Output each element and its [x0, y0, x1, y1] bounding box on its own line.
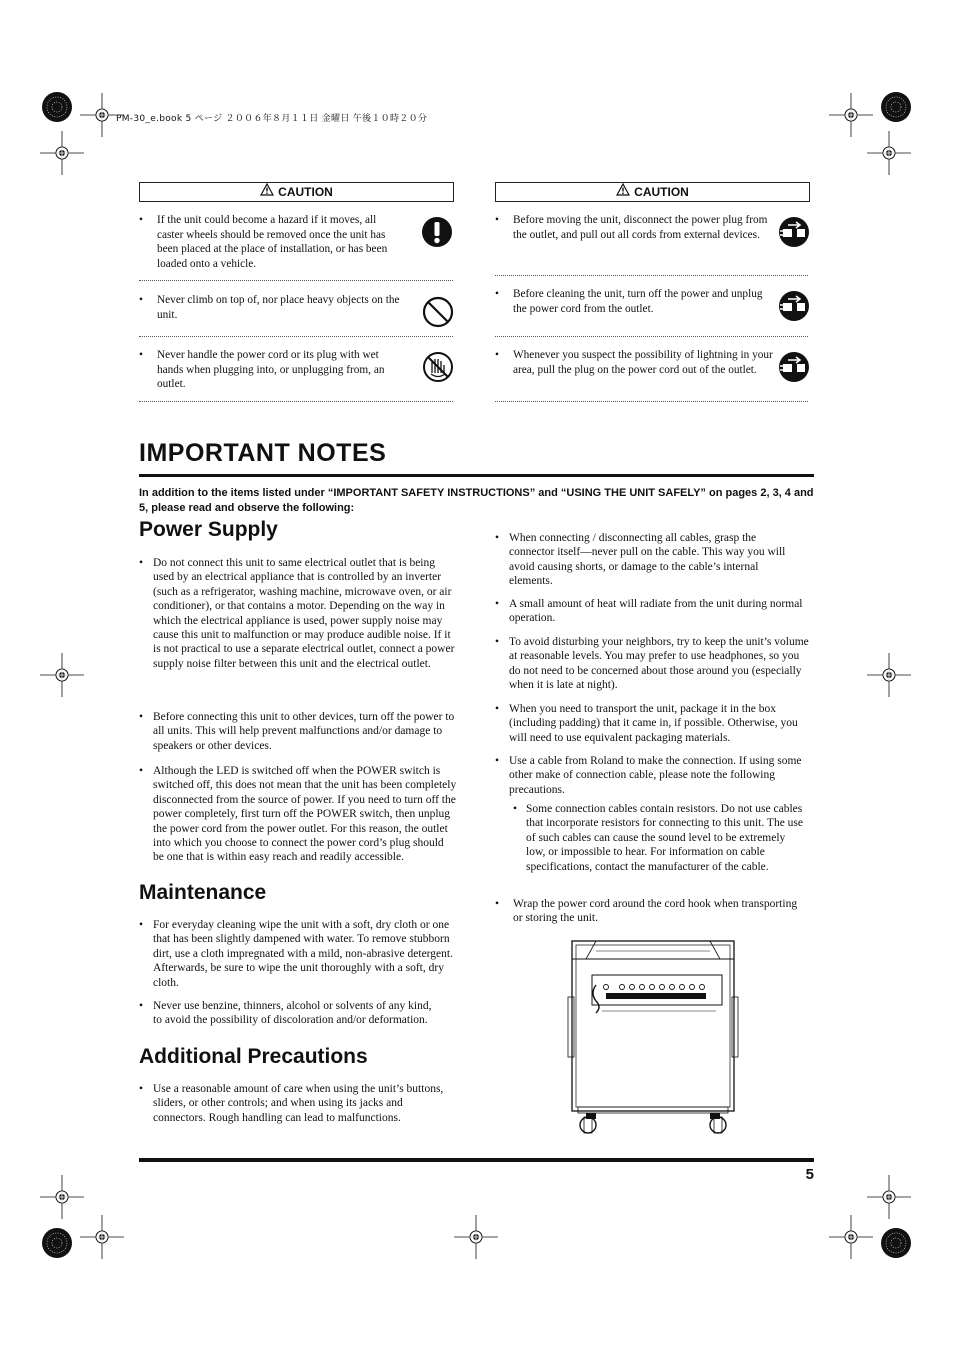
- list-item: • A small amount of heat will radiate from the unit during normal operation.: [495, 598, 803, 625]
- intro-text: In addition to the items listed under “IMPORTANT SAFETY INSTRUCTIONS” and “USING THE UNIT SAFELY” on pages 2, 3, 4 and 5, please read and observe the following:: [139, 487, 814, 514]
- list-item: • When connecting / disconnecting all cables, grasp the connector itself—never pull on the cable. This way you will avoid causing shorts, or damage to the cable’s internal elements.: [495, 532, 786, 588]
- print-header: PM-30_e.book 5 ページ ２００６年８月１１日 金曜日 午後１０時２０分: [116, 114, 428, 124]
- caution-header-left: [139, 182, 454, 202]
- divider: [495, 336, 808, 337]
- list-item: • Although the LED is switched off when the POWER switch is switched off, this does not mean that the unit has been completely disconnected from the source of power. If you need to turn off the power completely, first turn off the POWER switch, then unplug the power cord from the power outlet. For this reason, the outlet into which you choose to connect the power cord’s plug should be one that is within easy reach and readily accessible.: [139, 765, 457, 864]
- caution-label: CAUTION: [634, 185, 689, 199]
- section-title-maintenance: Maintenance: [139, 881, 267, 904]
- divider: [139, 401, 453, 402]
- unplug-icon: [778, 351, 810, 388]
- sub-list-item: • Some connection cables contain resistors. Do not use cables that incorporate resistors for connecting to this unit. The use of such cables can cause the sound level to be extremely low, or impossible to hear. For information on cable specifications, contact the manufacturer of the cable.: [513, 803, 803, 873]
- list-item: • When you need to transport the unit, package it in the box (including padding) that it came in, if possible. Otherwise, you will need to use equivalent packaging materials.: [495, 703, 798, 744]
- caution-item: • Never handle the power cord or its plug with wet hands when plugging into, or unplugging from, an outlet.: [139, 349, 385, 390]
- list-item: • Use a cable from Roland to make the connection. If using some other make of connection cable, please note the following precautions.: [495, 755, 802, 796]
- title-rule: [139, 474, 814, 477]
- section-title-additional-precautions: Additional Precautions: [139, 1045, 368, 1068]
- divider: [495, 401, 808, 402]
- caution-header-right: [495, 182, 810, 202]
- caution-item: • Whenever you suspect the possibility of lightning in your area, pull the plug on the power cord out of the outlet.: [495, 349, 773, 376]
- divider: [139, 336, 453, 337]
- footer-rule: [139, 1158, 814, 1162]
- list-item: • To avoid disturbing your neighbors, try to keep the unit’s volume at reasonable levels. You may prefer to use headphones, so you do not need to be concerned about those around you (especially when it is late at night).: [495, 636, 809, 692]
- page-title: IMPORTANT NOTES: [139, 439, 387, 467]
- prohibited-icon: [422, 296, 454, 333]
- no-wet-hands-icon: [422, 351, 454, 388]
- warning-triangle-icon: [260, 183, 274, 202]
- exclamation-icon: [421, 216, 453, 253]
- caution-item: • Before cleaning the unit, turn off the power and unplug the power cord from the outlet.: [495, 288, 763, 315]
- caution-item: • If the unit could become a hazard if it moves, all caster wheels should be removed once the unit has been placed at the place of installation, or has been loaded onto a vehicle.: [139, 214, 388, 270]
- unplug-icon: [778, 216, 810, 253]
- list-item: • Do not connect this unit to same electrical outlet that is being used by an electrical appliance that is controlled by an inverter (such as a refrigerator, washing machine, microwave oven, or air conditioner), or that contains a motor. Depending on the way in which the electrical appliance is used, power supply noise may cause this unit to malfunction or may produce audible noise. If it is not practical to use a separate electrical outlet, connect a power supply noise filter between this unit and the electrical outlet.: [139, 557, 455, 670]
- caution-label: CAUTION: [278, 185, 333, 199]
- divider: [139, 280, 453, 281]
- section-title-power-supply: Power Supply: [139, 518, 278, 541]
- list-item: • For everyday cleaning wipe the unit with a soft, dry cloth or one that has been slightly dampened with water. To remove stubborn dirt, use a cloth impregnated with a mild, non-abrasive detergent. Afterwards, be sure to wipe the unit thoroughly with a soft, dry cloth.: [139, 919, 453, 989]
- caution-item: • Never climb on top of, nor place heavy objects on the unit.: [139, 294, 400, 321]
- caution-item: • Before moving the unit, disconnect the power plug from the outlet, and pull out all cords from external devices.: [495, 214, 768, 241]
- list-item: • Before connecting this unit to other devices, turn off the power to all units. This will help prevent malfunctions and/or damage to speakers or other devices.: [139, 711, 455, 752]
- list-item: • Never use benzine, thinners, alcohol or solvents of any kind, to avoid the possibility of discoloration and/or deformation.: [139, 1000, 432, 1027]
- page-number: 5: [805, 1166, 814, 1183]
- amplifier-illustration: [566, 937, 741, 1137]
- list-item: • Wrap the power cord around the cord hook when transporting or storing the unit.: [495, 898, 798, 925]
- divider: [495, 275, 808, 276]
- unplug-icon: [778, 290, 810, 327]
- list-item: • Use a reasonable amount of care when using the unit’s buttons, sliders, or other controls; and when using its jacks and connectors. Rough handling can lead to malfunctions.: [139, 1083, 444, 1124]
- warning-triangle-icon: [616, 183, 630, 202]
